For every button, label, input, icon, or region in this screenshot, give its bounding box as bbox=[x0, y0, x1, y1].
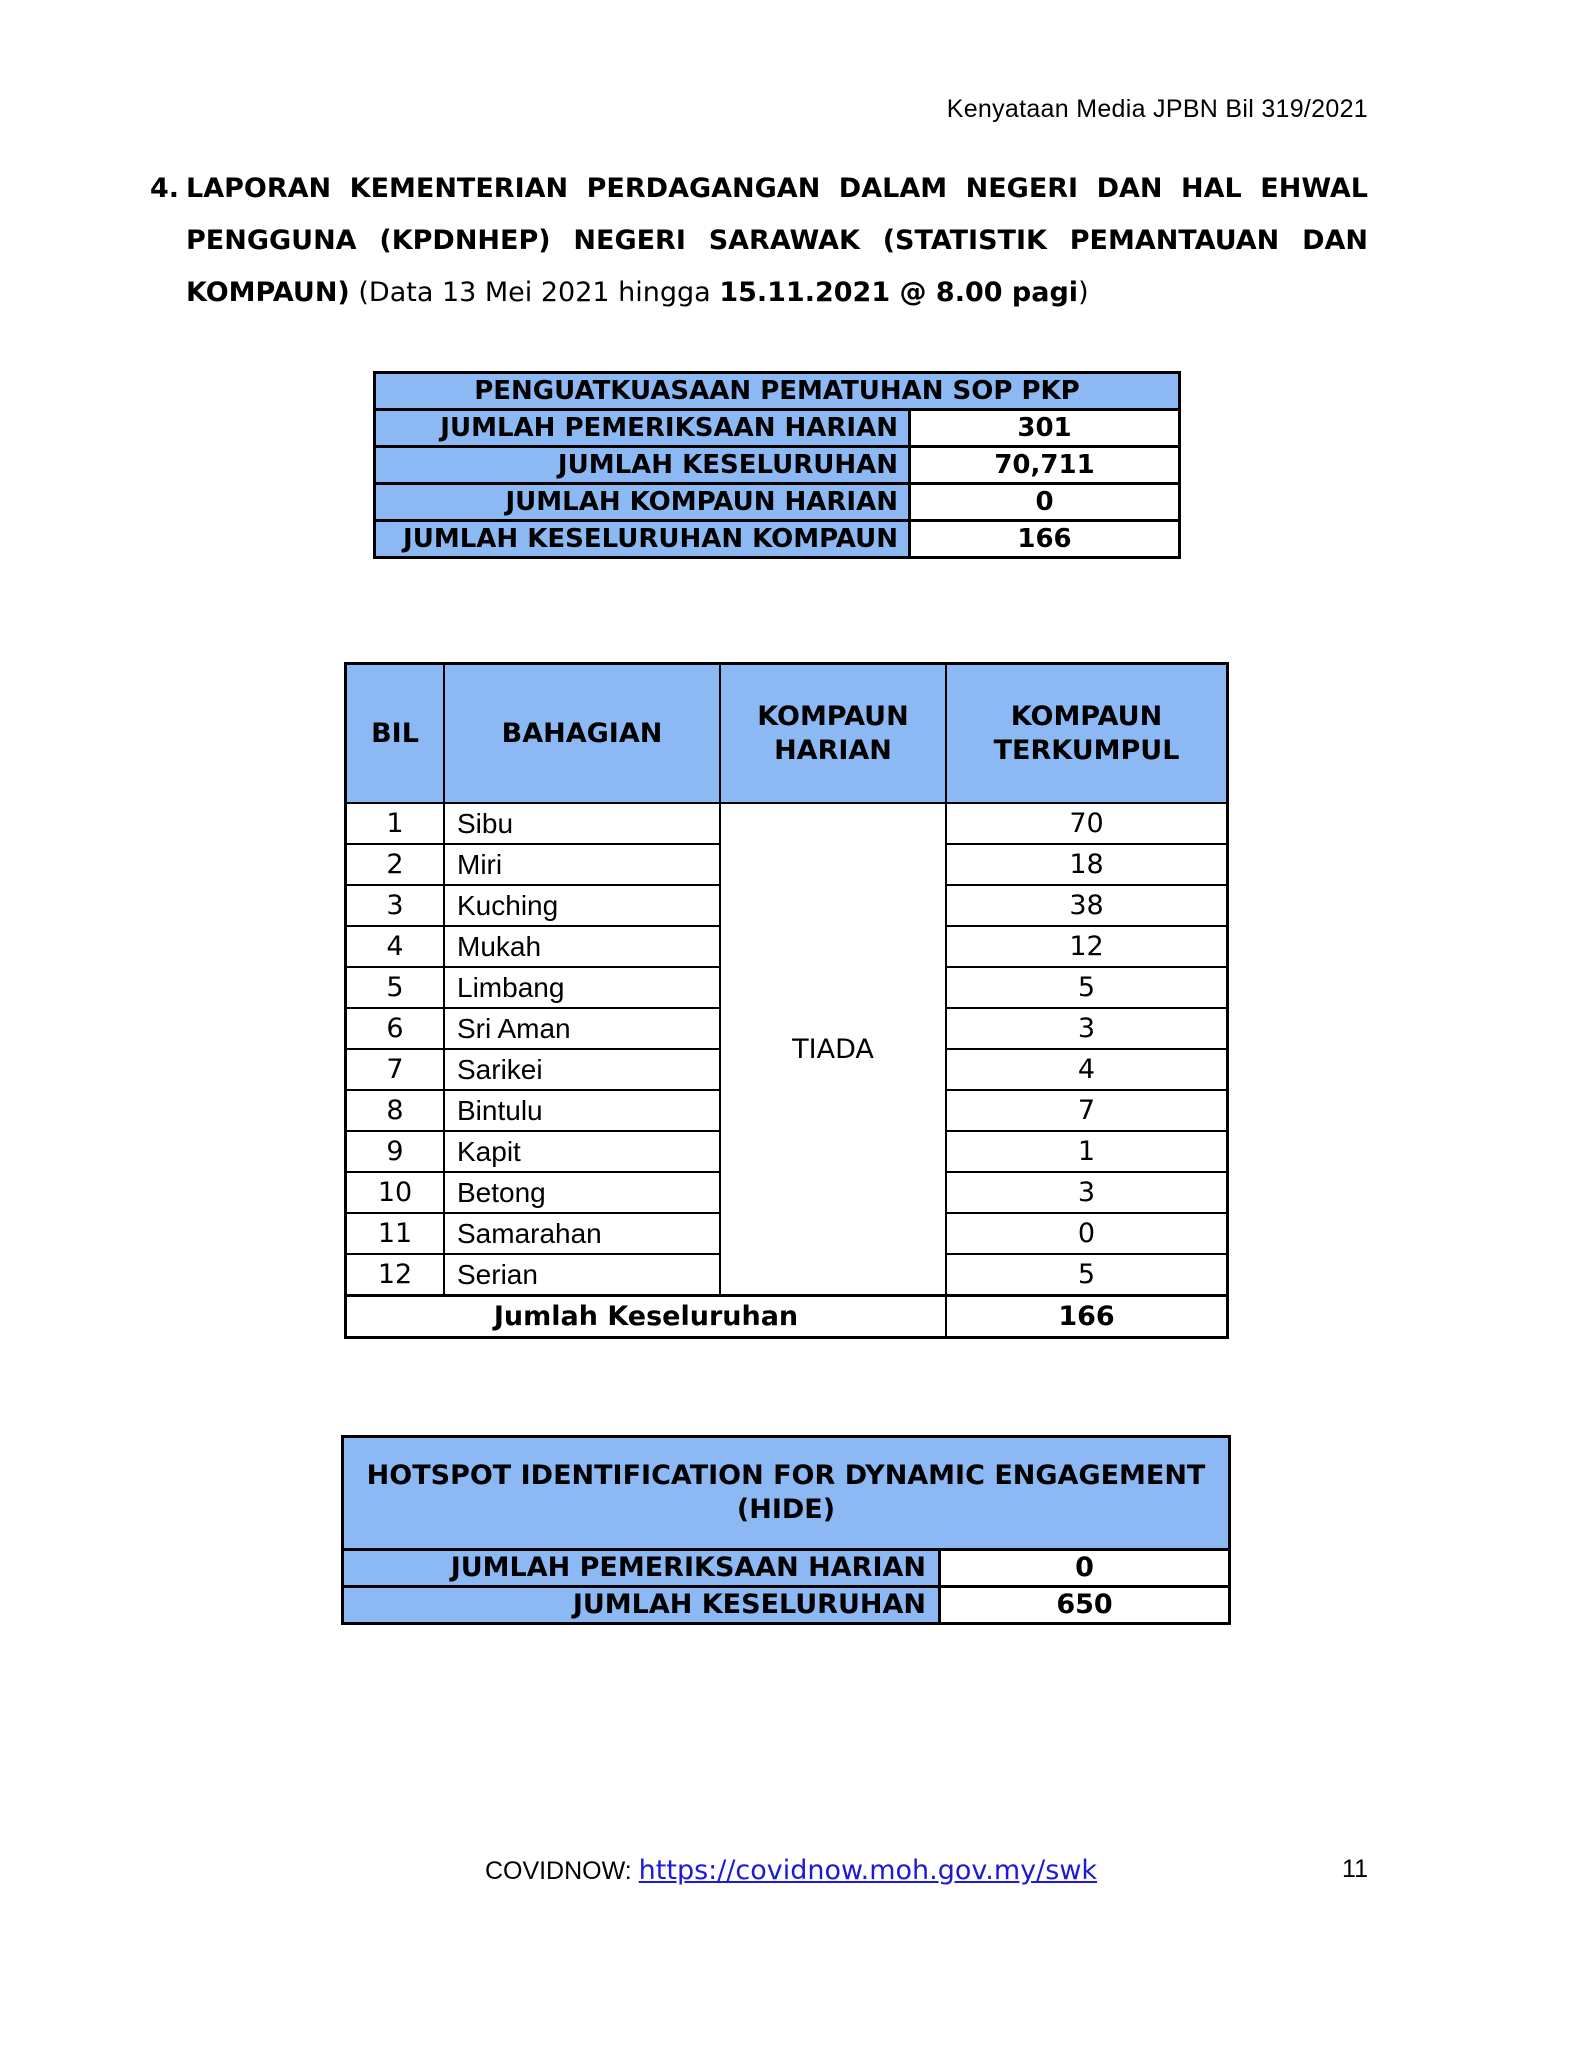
row-bil: 3 bbox=[346, 885, 445, 926]
header-bahagian: BAHAGIAN bbox=[444, 664, 720, 804]
heading-line-3-close: ) bbox=[1078, 277, 1089, 308]
row-bahagian: Limbang bbox=[444, 967, 720, 1008]
sop-enforcement-table bbox=[373, 371, 1181, 559]
page-number: 11 bbox=[1342, 1855, 1368, 1883]
heading-line-3 bbox=[186, 267, 1368, 319]
heading-line-3-bold: KOMPAUN) bbox=[186, 277, 350, 308]
row-bahagian: Mukah bbox=[444, 926, 720, 967]
row-bahagian: Kuching bbox=[444, 885, 720, 926]
row-bahagian: Samarahan bbox=[444, 1213, 720, 1254]
row-bahagian: Sri Aman bbox=[444, 1008, 720, 1049]
table-row bbox=[375, 521, 1180, 558]
row-terkumpul: 0 bbox=[946, 1213, 1228, 1254]
row-bil: 5 bbox=[346, 967, 445, 1008]
row-bahagian: Sibu bbox=[444, 803, 720, 844]
row-bahagian: Miri bbox=[444, 844, 720, 885]
header-kompaun-harian-line1: KOMPAUN bbox=[757, 700, 909, 732]
sop-row-label: JUMLAH PEMERIKSAAN HARIAN bbox=[375, 410, 910, 447]
sop-row-value: 0 bbox=[910, 484, 1180, 521]
section-number: 4. bbox=[150, 173, 180, 204]
heading-date: 15.11.2021 @ 8.00 pagi bbox=[719, 277, 1079, 308]
row-terkumpul: 5 bbox=[946, 1254, 1228, 1296]
header-kompaun-terkumpul-line2: TERKUMPUL bbox=[993, 734, 1180, 766]
hide-row-value: 0 bbox=[940, 1550, 1230, 1587]
sop-table-title: PENGUATKUASAAN PEMATUHAN SOP PKP bbox=[375, 373, 1180, 410]
row-terkumpul: 4 bbox=[946, 1049, 1228, 1090]
header-kompaun-terkumpul bbox=[946, 664, 1228, 804]
hide-row-label: JUMLAH PEMERIKSAAN HARIAN bbox=[343, 1550, 940, 1587]
heading-line-3-normal: (Data 13 Mei 2021 hingga bbox=[349, 277, 720, 308]
row-bil: 8 bbox=[346, 1090, 445, 1131]
table-row bbox=[343, 1550, 1230, 1587]
covidnow-link[interactable]: https://covidnow.moh.gov.my/swk bbox=[638, 1855, 1098, 1886]
header-bil: BIL bbox=[346, 664, 445, 804]
row-terkumpul: 38 bbox=[946, 885, 1228, 926]
sop-row-value: 70,711 bbox=[910, 447, 1180, 484]
row-bil: 2 bbox=[346, 844, 445, 885]
hide-title-line2: (HIDE) bbox=[736, 1494, 836, 1525]
row-bahagian: Betong bbox=[444, 1172, 720, 1213]
row-terkumpul: 12 bbox=[946, 926, 1228, 967]
sop-row-label: JUMLAH KOMPAUN HARIAN bbox=[375, 484, 910, 521]
section-heading bbox=[150, 163, 1368, 319]
row-bil: 6 bbox=[346, 1008, 445, 1049]
heading-line-1: LAPORAN KEMENTERIAN PERDAGANGAN DALAM NEGERI DAN HAL EHWAL bbox=[186, 173, 1368, 204]
row-bahagian: Serian bbox=[444, 1254, 720, 1296]
row-bahagian: Bintulu bbox=[444, 1090, 720, 1131]
header-kompaun-harian-line2: HARIAN bbox=[774, 734, 892, 766]
total-value: 166 bbox=[946, 1296, 1228, 1338]
row-terkumpul: 3 bbox=[946, 1172, 1228, 1213]
row-terkumpul: 70 bbox=[946, 803, 1228, 844]
sop-row-label: JUMLAH KESELURUHAN KOMPAUN bbox=[375, 521, 910, 558]
sop-row-value: 301 bbox=[910, 410, 1180, 447]
row-bil: 11 bbox=[346, 1213, 445, 1254]
row-bil: 4 bbox=[346, 926, 445, 967]
row-terkumpul: 1 bbox=[946, 1131, 1228, 1172]
row-terkumpul: 5 bbox=[946, 967, 1228, 1008]
footer-prefix: COVIDNOW: bbox=[484, 1857, 639, 1885]
hide-table-title bbox=[343, 1437, 1230, 1550]
kompaun-harian-value: TIADA bbox=[720, 803, 946, 1296]
row-bahagian: Sarikei bbox=[444, 1049, 720, 1090]
table-header-row bbox=[346, 664, 1228, 804]
hide-row-label: JUMLAH KESELURUHAN bbox=[343, 1587, 940, 1624]
row-bil: 9 bbox=[346, 1131, 445, 1172]
heading-line-2: PENGGUNA (KPDNHEP) NEGERI SARAWAK (STATISTIK PEMANTAUAN DAN bbox=[186, 225, 1368, 256]
document-reference: Kenyataan Media JPBN Bil 319/2021 bbox=[946, 95, 1368, 123]
table-row bbox=[375, 410, 1180, 447]
table-row bbox=[343, 1587, 1230, 1624]
row-bahagian: Kapit bbox=[444, 1131, 720, 1172]
row-bil: 10 bbox=[346, 1172, 445, 1213]
compound-by-division-table bbox=[344, 662, 1229, 1339]
table-total-row bbox=[346, 1296, 1228, 1338]
header-kompaun-terkumpul-line1: KOMPAUN bbox=[1010, 700, 1163, 732]
sop-row-value: 166 bbox=[910, 521, 1180, 558]
hide-table bbox=[341, 1435, 1231, 1625]
total-label: Jumlah Keseluruhan bbox=[346, 1296, 947, 1338]
row-terkumpul: 7 bbox=[946, 1090, 1228, 1131]
header-kompaun-harian bbox=[720, 664, 946, 804]
table-row bbox=[375, 484, 1180, 521]
hide-row-value: 650 bbox=[940, 1587, 1230, 1624]
row-bil: 1 bbox=[346, 803, 445, 844]
sop-row-label: JUMLAH KESELURUHAN bbox=[375, 447, 910, 484]
row-terkumpul: 18 bbox=[946, 844, 1228, 885]
table-row bbox=[346, 803, 1228, 844]
hide-title-line1: HOTSPOT IDENTIFICATION FOR DYNAMIC ENGAGEMENT bbox=[366, 1460, 1206, 1491]
table-row bbox=[375, 447, 1180, 484]
row-bil: 12 bbox=[346, 1254, 445, 1296]
row-bil: 7 bbox=[346, 1049, 445, 1090]
row-terkumpul: 3 bbox=[946, 1008, 1228, 1049]
